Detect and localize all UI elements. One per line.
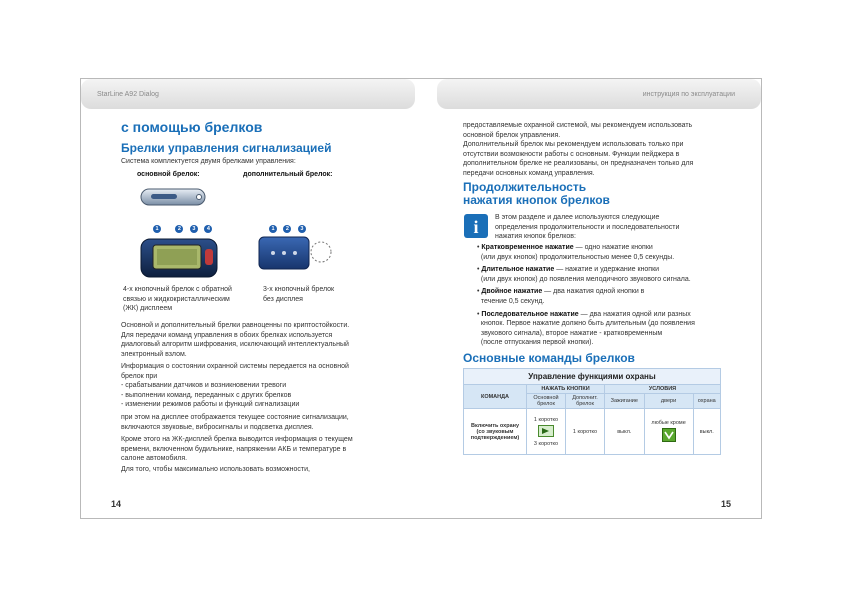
text-line: - изменении режимов работы и функций сигнализации [121, 401, 300, 409]
term: Двойное нажатие [481, 288, 543, 296]
cell-line: любые кроме [651, 419, 686, 426]
left-page [80, 78, 422, 519]
text-line: включаются звуковые, виброcигналы и подсветка дисплея. [121, 423, 314, 431]
header-title: StarLine A92 Dialog [97, 91, 159, 98]
term: Последовательное нажатие [481, 310, 579, 318]
definition: звукового сигнала), второе нажатие - кратковременным [480, 329, 663, 337]
definition: — два нажатия одной или разных [580, 310, 691, 318]
extra-fob-label: дополнительный брелок: [243, 171, 333, 178]
text-line: диалоговый алгоритм шифрования, исключающий интеллектуальный [121, 341, 349, 349]
extra-fob-caption [263, 285, 363, 304]
cell-line: Включить охрану [470, 422, 520, 429]
row-ignition: выкл. [605, 409, 645, 455]
col-press: НАЖАТЬ КНОПКИ [527, 385, 605, 394]
text-line: при этом на дисплее отображается текущее состояние сигнализации, [121, 414, 349, 421]
table-row [464, 409, 721, 455]
definition: (или двух кнопок) до появления мелодичного звукового сигнала. [480, 275, 691, 283]
header-title: инструкция по эксплуатации [642, 91, 735, 98]
term: Длительное нажатие [481, 266, 555, 274]
extra-fob-image [257, 235, 337, 275]
cell-line: подтверждением) [470, 434, 520, 441]
info-icon [463, 213, 489, 239]
right-page [421, 78, 762, 519]
col-extra-fob [566, 394, 605, 409]
header-line: Дополнит. [572, 395, 598, 401]
text-line: передачи основных команд управления. [463, 169, 595, 177]
text-line: дополнительном брелке не реализованы, он предназначен только для [463, 160, 694, 168]
caption-line: связью и жидкокристаллическим [123, 295, 230, 303]
badge: 2 [175, 225, 183, 233]
main-fob-lcd-image [139, 235, 223, 281]
info-text [495, 213, 735, 242]
col-doors: двери [644, 394, 693, 409]
row-doors [644, 409, 693, 455]
definition: кнопок. Первое нажатие должно быть длительным (до появления [480, 320, 695, 328]
badge: 3 [190, 225, 198, 233]
col-main-fob [527, 394, 566, 409]
col-ignition: Зажигание [605, 394, 645, 409]
paragraph-crypto [121, 321, 391, 359]
heading-line: Продолжительность [463, 180, 587, 194]
paragraph-lcd-info [121, 435, 391, 464]
intro-text: Система комплектуется двумя брелками управления: [121, 158, 296, 165]
text-line: Для передачи команд управления в обоих брелках используется [121, 331, 333, 339]
text-line: салоне автомобиля. [121, 455, 188, 463]
row-command [464, 409, 527, 455]
cell-line: 1 коротко [533, 416, 559, 423]
press-definitions-list [477, 243, 747, 348]
header-line: Основной [533, 395, 559, 401]
cell-line: (со звуковым [476, 428, 514, 435]
text-line: электронный взлом. [121, 350, 187, 358]
arm-button-icon [538, 425, 554, 437]
definition: (или двух кнопок) продолжительностью менее 0,5 секунды. [480, 253, 675, 261]
text-line: Основной и дополнительный брелки равноценны по криптостойкости. [121, 322, 350, 329]
row-extra-fob: 1 коротко [566, 409, 605, 455]
text-line: Информация о состоянии охранной системы передается на основной [121, 363, 349, 370]
caption-line: (ЖК) дисплеем [123, 305, 173, 313]
list-item: • Двойное нажатие — два нажатия одной кнопки в течение 0,5 секунд. [477, 288, 645, 305]
row-main-fob [527, 409, 566, 455]
definition: — одно нажатие кнопки [575, 244, 653, 251]
col-conditions: УСЛОВИЯ [605, 385, 721, 394]
text-line: - выполнении команд, переданных с других брелков [121, 391, 292, 399]
subheading: Брелки управления сигнализацией [121, 141, 332, 155]
page-number-left: 14 [111, 499, 122, 509]
cell-line: 3 коротко [533, 440, 559, 447]
list-item: • Последовательное нажатие — два нажатия одной или разных кнопок. Первое нажатие должно быть длительным (до появления звукового сигнала), второе нажатие - кратковременным (после отпускания первой кнопки). [477, 310, 695, 347]
definition: (после отпускания первой кнопки). [480, 339, 594, 347]
paragraph-continued: Для того, чтобы максимально использовать возможности, [121, 466, 310, 473]
main-fob-top-image [139, 185, 209, 211]
paragraph-status [121, 362, 391, 410]
commands-table [463, 368, 721, 455]
page-header-right [437, 79, 761, 109]
term: Кратковременное нажатие [481, 244, 574, 251]
text-line: В этом разделе и далее используются следующие [495, 214, 660, 221]
duration-heading [463, 181, 610, 207]
caption-line: 3-х кнопочный брелок [263, 286, 335, 293]
header-line: брелок [537, 401, 555, 407]
caption-line: без дисплея [263, 295, 303, 303]
col-command: КОМАНДА [464, 385, 527, 409]
definition: — два нажатия одной кнопки в [544, 288, 645, 296]
page-header-left [81, 79, 415, 109]
list-item: • Кратковременное нажатие — одно нажатие кнопки (или двух кнопок) продолжительностью менее 0,5 секунды. [477, 244, 675, 261]
section-heading: с помощью брелков [121, 119, 263, 135]
main-fob-caption [123, 285, 243, 314]
badge: 1 [153, 225, 161, 233]
badge: 3 [298, 225, 306, 233]
definition: — нажатие и удержание кнопки [556, 266, 660, 274]
text-line: предоставляемые охранной системой, мы рекомендуем использовать [463, 122, 693, 129]
text-line: - срабатывании датчиков и возникновении тревоги [121, 382, 287, 390]
text-line: времени, включенном будильнике, напряжении АКБ и температуре в [121, 445, 347, 453]
list-item: • Длительное нажатие — нажатие и удержание кнопки (или двух кнопок) до появления мелодичного звукового сигнала. [477, 266, 691, 283]
row-arm: выкл. [693, 409, 720, 455]
heading-line: нажатия кнопок брелков [463, 193, 610, 207]
main-fob-label: основной брелок: [137, 171, 200, 178]
badge: 4 [204, 225, 212, 233]
text-line: Дополнительный брелок мы рекомендуем использовать только при [463, 141, 684, 149]
badge: 1 [269, 225, 277, 233]
svg-text:i: i [473, 217, 479, 237]
table-title: Управление функциями охраны [464, 369, 721, 385]
page-number-right: 15 [721, 499, 732, 509]
caption-line: 4-х кнопочный брелок с обратной [123, 286, 232, 293]
badge: 2 [283, 225, 291, 233]
door-icon [662, 428, 676, 442]
text-line: брелок при [121, 372, 158, 380]
header-line: брелок [576, 401, 594, 407]
commands-heading: Основные команды брелков [463, 351, 635, 365]
text-line: отсутствии возможности работы с основным. Функции пейджера в [463, 150, 680, 158]
definition: течение 0,5 секунд. [480, 297, 545, 305]
text-line: нажатия кнопок брелков: [495, 233, 576, 241]
text-line: основной брелок управления. [463, 131, 561, 139]
text-line: Кроме этого на ЖК-дисплей брелка выводится информация о текущем [121, 436, 353, 443]
paragraph-display [121, 413, 391, 432]
paragraph-recommendation [463, 121, 743, 179]
extra-fob-badges [269, 217, 308, 235]
main-fob-badges [153, 217, 214, 235]
text-line: определения продолжительности и последовательности [495, 223, 680, 231]
col-arm: охрана [693, 394, 720, 409]
